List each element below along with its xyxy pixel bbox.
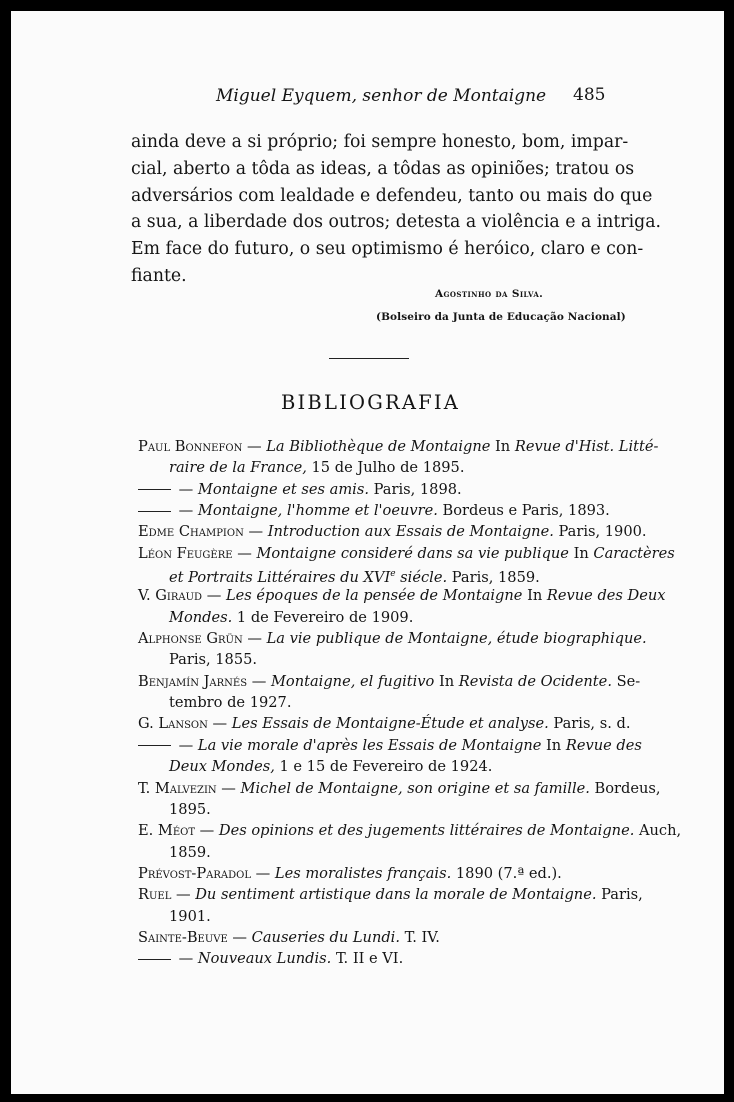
bib-title: Du sentiment artistique dans la morale de Montaigne. (195, 886, 597, 904)
bib-entry-cont: Deux Mondes, 1 e 15 de Fevereiro de 1924. (169, 758, 493, 776)
running-title: Miguel Eyquem, senhor de Montaigne (216, 86, 547, 106)
bibliography-heading: BIBLIOGRAFIA (281, 391, 461, 414)
bib-title: Montaigne consideré dans sa vie publique (256, 544, 569, 562)
bib-title: La vie morale d'après les Essais de Montaigne (197, 736, 542, 754)
bib-entry: V. Giraud — Les époques de la pensée de Montaigne In Revue des Deux (138, 587, 666, 605)
bib-author: Sainte-Beuve (138, 928, 228, 946)
bib-entry-cont: 1901. (169, 907, 211, 925)
bib-entry: Benjamín Jarnés — Montaigne, el fugitivo In Revista de Ocidente. Se- (138, 672, 641, 690)
bib-entry: Sainte-Beuve — Causeries du Lundi. T. IV. (138, 928, 440, 946)
bib-entry-cont: raire de la France, 15 de Julho de 1895. (169, 459, 465, 477)
bib-entry: T. Malvezin — Michel de Montaigne, son origine et sa famille. Bordeus, (138, 779, 661, 797)
bib-entry: Ruel — Du sentiment artistique dans la morale de Montaigne. Paris, (138, 886, 643, 904)
bib-author: T. Malvezin (138, 779, 217, 797)
bib-author: Edme Champion (138, 523, 244, 541)
bib-title: Introduction aux Essais de Montaigne. (267, 523, 554, 541)
bib-entry: Léon Feugère — Montaigne consideré dans sa vie publique In Caractères (138, 544, 675, 562)
bib-entry: Edme Champion — Introduction aux Essais de Montaigne. Paris, 1900. (138, 523, 647, 541)
bib-author: Prévost-Paradol (138, 864, 251, 882)
bib-journal: Revue d'Hist. Litté- (514, 438, 659, 455)
bib-entry: E. Méot — Des opinions et des jugements littéraires de Montaigne. Auch, (138, 822, 682, 840)
bib-title: Michel de Montaigne, son origine et sa famille. (240, 779, 590, 797)
bib-title: La Bibliothèque de Montaigne (266, 438, 491, 455)
body-paragraph (131, 129, 661, 290)
body-line: Em face do futuro, o seu optimismo é heróico, claro e con- (131, 239, 644, 260)
bib-entry: Paul Bonnefon — La Bibliothèque de Montaigne In Revue d'Hist. Litté- (138, 438, 659, 455)
bib-title: Les Essais de Montaigne-Étude et analyse. (231, 715, 549, 733)
bib-entry: — La vie morale d'après les Essais de Montaigne In Revue des (138, 735, 618, 756)
bib-title: La vie publique de Montaigne, étude biographique. (266, 630, 647, 648)
ditto-dash (138, 489, 171, 490)
bib-entry-cont: Mondes. 1 de Fevereiro de 1909. (169, 608, 414, 626)
book-page (11, 11, 724, 1094)
bib-title: Les moralistes français. (274, 864, 452, 882)
ditto-dash (138, 745, 171, 746)
bib-title: Les époques de la pensée de Montaigne (225, 587, 523, 605)
bib-author: G. Lanson (138, 715, 208, 733)
bib-title: Montaigne et ses amis. (197, 480, 369, 498)
section-divider (329, 358, 409, 359)
body-line: a sua, a liberdade dos outros; detesta a violência e a intriga. (131, 212, 661, 233)
body-line: adversários com lealdade e defendeu, tanto ou mais do que (131, 185, 653, 206)
bib-title: Des opinions et des jugements littéraires de Montaigne. (218, 822, 635, 840)
bib-author: Alphonse Grün (138, 630, 243, 648)
bib-entry: Prévost-Paradol — Les moralistes français. 1890 (7.ª ed.). (138, 864, 562, 882)
bib-entry: — Nouveaux Lundis. T. II e VI. (138, 948, 618, 969)
ditto-dash (138, 959, 171, 960)
bib-entry-cont: 1895. (169, 800, 211, 818)
bib-journal: Revue des Deux (546, 587, 666, 605)
bib-entry: G. Lanson — Les Essais de Montaigne-Étude et analyse. Paris, s. d. (138, 715, 631, 733)
body-line: fiante. (131, 265, 187, 286)
bib-entry-cont: et Portraits Littéraires du XVIe siécle. Paris, 1859. (169, 568, 540, 586)
author-signature: Agostinho da Silva. (435, 288, 544, 300)
bib-entry: — Montaigne, l'homme et l'oeuvre. Bordeus e Paris, 1893. (138, 500, 618, 521)
bib-journal: Revue des (565, 736, 642, 754)
bib-title: Causeries du Lundi. (251, 928, 400, 946)
bib-journal: Caractères (593, 544, 675, 562)
bib-entry: Alphonse Grün — La vie publique de Montaigne, étude biographique. (138, 630, 647, 648)
bib-author: Léon Feugère (138, 544, 233, 562)
bib-author: V. Giraud (138, 587, 203, 605)
bib-title: Montaigne, l'homme et l'oeuvre. (197, 502, 438, 520)
bib-entry: — Montaigne et ses amis. Paris, 1898. (138, 479, 618, 500)
body-line: cial, aberto a tôda as ideas, a tôdas as opiniões; tratou os (131, 158, 635, 179)
bib-entry-cont: 1859. (169, 843, 211, 861)
bib-author: E. Méot (138, 822, 196, 840)
body-line: ainda deve a si próprio; foi sempre honesto, bom, impar- (131, 132, 629, 152)
bib-author: Paul Bonnefon (138, 438, 243, 455)
author-affiliation: (Bolseiro da Junta de Educação Nacional) (376, 311, 626, 323)
bib-title: Nouveaux Lundis. (197, 950, 332, 968)
bibliography-list (138, 436, 682, 970)
ditto-dash (138, 511, 171, 512)
page-number: 485 (573, 85, 606, 105)
bib-author: Benjamín Jarnés (138, 672, 248, 690)
bib-journal: Revista de Ocidente. (458, 672, 612, 690)
bib-title: Montaigne, (270, 672, 356, 690)
bib-entry-cont: Paris, 1855. (169, 651, 258, 669)
bib-author: Ruel (138, 886, 172, 904)
bib-entry-cont: tembro de 1927. (169, 694, 292, 712)
